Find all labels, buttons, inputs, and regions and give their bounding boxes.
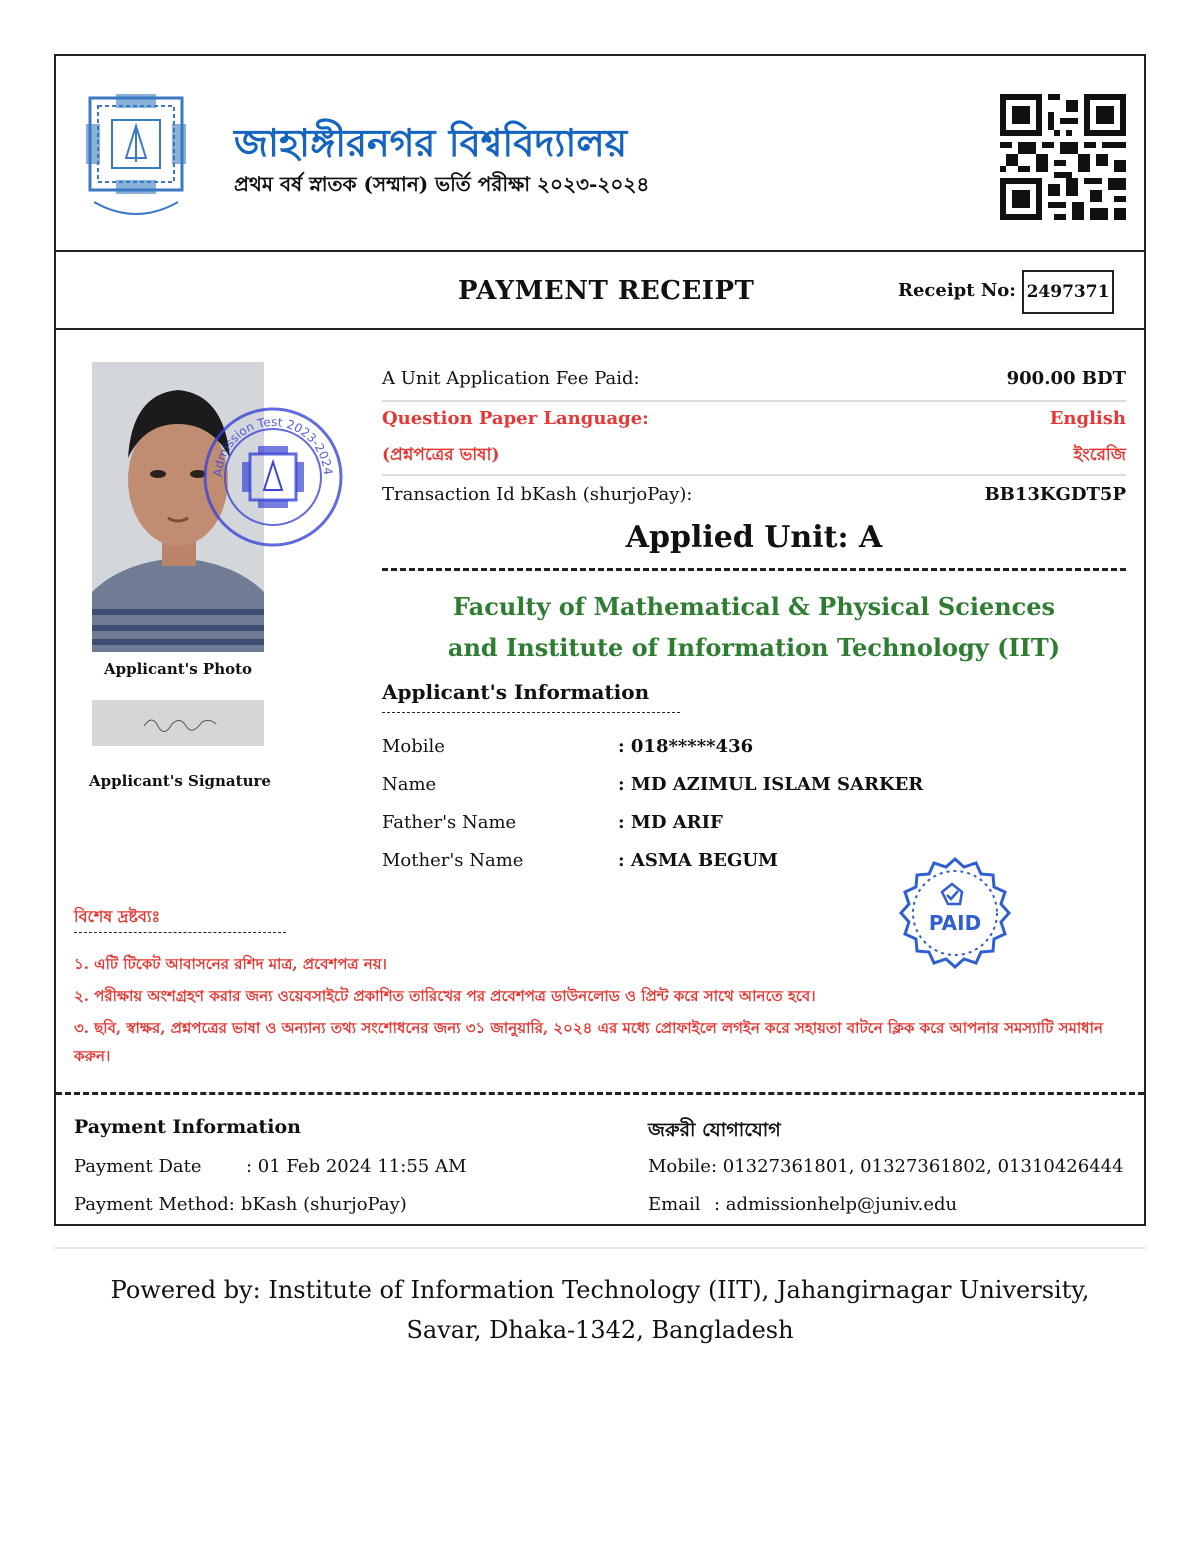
language-value-en: English (1049, 408, 1126, 429)
contact-mobile-value: : 01327361801, 01327361802, 01310426444 (710, 1156, 1124, 1177)
footer-line-1: Powered by: Institute of Information Technology (IIT), Jahangirnagar University, (110, 1276, 1090, 1304)
exam-title: প্রথম বর্ষ স্নাতক (সম্মান) ভর্তি পরীক্ষা ২০২৩-২০২৪ (234, 172, 650, 196)
language-label-bn: (প্রশ্নপত্রের ভাষা) (382, 445, 500, 465)
footer-powered-by (54, 1270, 1146, 1350)
info-value: : 018*****436 (618, 736, 754, 757)
info-label: Name (382, 774, 437, 795)
fee-value: 900.00 BDT (1006, 368, 1126, 389)
info-label: Mother's Name (382, 850, 524, 871)
applied-unit: Applied Unit: A (625, 520, 883, 555)
contact-title: জরুরী যোগাযোগ (648, 1119, 781, 1141)
dashed-divider (382, 568, 1126, 571)
faculty-line-1: Faculty of Mathematical & Physical Sciences (452, 592, 1056, 621)
language-value-bn: ইংরেজি (1073, 445, 1126, 465)
info-value: : MD AZIMUL ISLAM SARKER (618, 774, 924, 795)
info-value: : ASMA BEGUM (618, 850, 778, 871)
footer-divider (54, 1247, 1146, 1249)
contact-email-row (648, 1194, 957, 1215)
divider (382, 474, 1126, 476)
info-label: Mobile (382, 736, 445, 757)
receipt-title-bar (56, 252, 1144, 330)
dashed-underline (74, 932, 286, 933)
applicant-signature-label: Applicant's Signature (89, 772, 271, 790)
applicant-signature (92, 700, 264, 746)
notice-item: ১. এটি টিকেট আবাসনের রশিদ মাত্র, প্রবেশপত্র নয়। (74, 955, 387, 973)
transaction-id: BB13KGDT5P (984, 484, 1126, 505)
paid-text: PAID (928, 911, 982, 935)
receipt-number: 2497371 (1022, 270, 1114, 314)
receipt-number-label: Receipt No: (898, 280, 1016, 301)
receipt-header (56, 56, 1144, 252)
applicant-photo-label: Applicant's Photo (103, 660, 253, 678)
fee-label: A Unit Application Fee Paid: (382, 368, 640, 389)
dashed-underline (382, 712, 680, 713)
seal-text: Admission Test 2023-2024 (210, 414, 336, 478)
language-label-en: Question Paper Language: (382, 408, 649, 429)
payment-date-label: Payment Date (74, 1156, 202, 1177)
qr-code-icon (1000, 94, 1126, 220)
contact-mobile-label: Mobile (648, 1156, 711, 1177)
info-value: : MD ARIF (618, 812, 723, 833)
page-title: PAYMENT RECEIPT (458, 276, 755, 306)
notice-title: বিশেষ দ্রষ্টব্যঃ (74, 907, 161, 926)
footer-line-2: Savar, Dhaka-1342, Bangladesh (406, 1316, 794, 1344)
university-logo-icon (82, 90, 190, 222)
faculty-line-2: and Institute of Information Technology (IIT) (447, 633, 1061, 662)
notice-item: ৩. ছবি, স্বাক্ষর, প্রশ্নপত্রের ভাষা ও অন্যান্য তথ্য সংশোধনের জন্য ৩১ জানুয়ারি, ২০২৪ এর মধ্যে প্রোফাইলে লগইন করে সহায়তা বাটনে ক্লিক করে আপনার সমস্যাটি সমাধান করুন। (74, 1019, 1103, 1065)
contact-email-value: : admissionhelp@juniv.edu (714, 1194, 958, 1215)
info-label: Father's Name (382, 812, 517, 833)
contact-email-label: Email (648, 1194, 701, 1215)
payment-date-row (74, 1156, 466, 1177)
faculty-name (382, 586, 1126, 668)
payment-method-label: Payment Method: (74, 1194, 235, 1215)
payment-method-row (74, 1194, 407, 1215)
admission-seal-stamp-icon (202, 406, 344, 548)
payment-date-value: : 01 Feb 2024 11:55 AM (246, 1156, 467, 1177)
contact-mobile-row (648, 1156, 1124, 1177)
payment-receipt-card (54, 54, 1146, 1226)
applicant-info-title: Applicant's Information (382, 680, 650, 704)
payment-info-title: Payment Information (74, 1116, 301, 1138)
transaction-label: Transaction Id bKash (shurjoPay): (382, 484, 693, 505)
dashed-divider (56, 1092, 1144, 1095)
payment-method-value: bKash (shurjoPay) (240, 1194, 407, 1215)
divider (382, 400, 1126, 402)
university-name: জাহাঙ্গীরনগর বিশ্ববিদ্যালয় (234, 120, 628, 165)
notice-item: ২. পরীক্ষায় অংশগ্রহণ করার জন্য ওয়েবসাইটে প্রকাশিত তারিখের পর প্রবেশপত্র ডাউনলোড ও প্রিন্ট করে সাথে আনতে হবে। (74, 987, 816, 1005)
